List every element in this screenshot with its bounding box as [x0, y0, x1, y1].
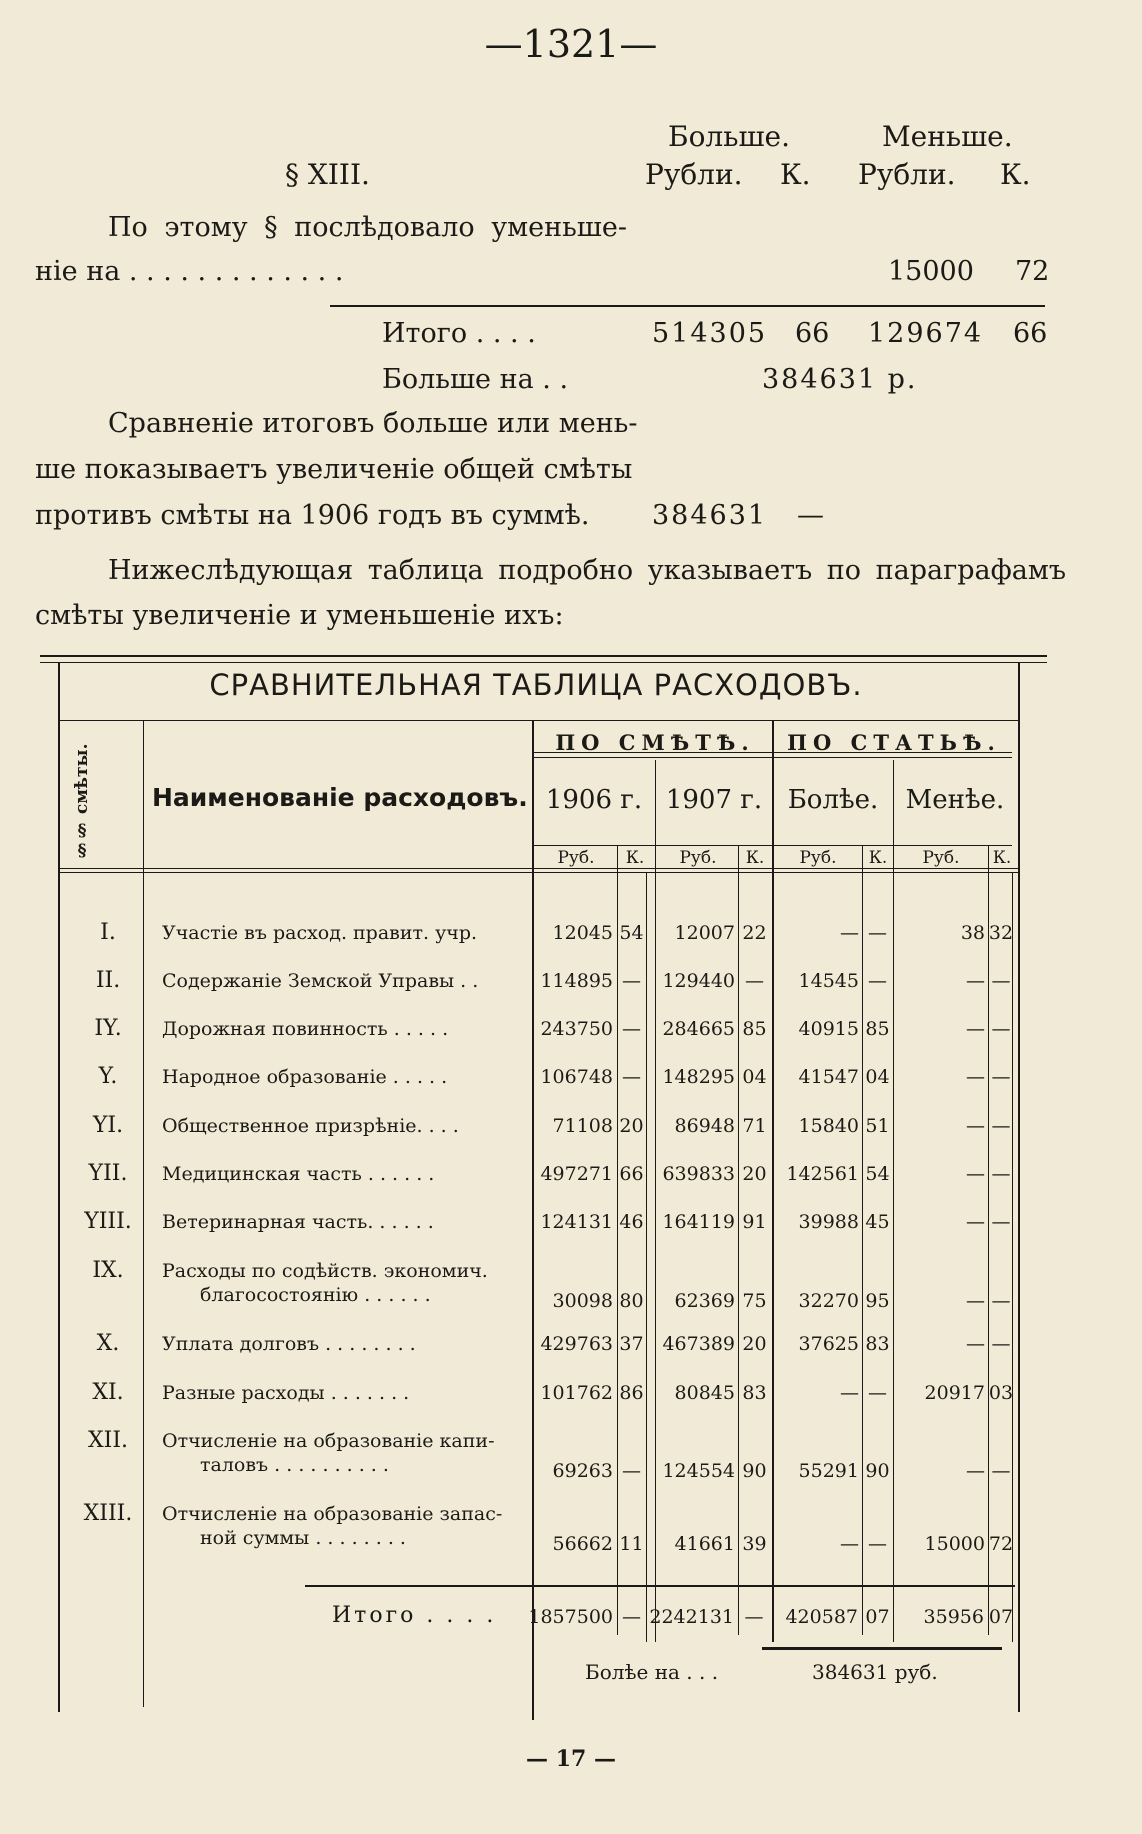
row-paragraph: XII. — [87, 1428, 129, 1453]
row-1906-kop: 86 — [619, 1382, 644, 1404]
row-1907-rub: 164119 — [662, 1211, 735, 1233]
row-more-rub: 37625 — [798, 1333, 859, 1355]
row-1906-kop: 20 — [619, 1115, 644, 1137]
row-1906-kop: — — [622, 1460, 641, 1482]
row-more-kop: 54 — [865, 1163, 890, 1185]
row-less-kop: — — [991, 1211, 1011, 1233]
row-less-kop: — — [991, 970, 1011, 992]
column-paragraph-heading: §§ смѣты. — [72, 743, 92, 860]
row-more-rub: 32270 — [798, 1290, 859, 1312]
row-paragraph: IY. — [94, 1016, 122, 1041]
row-name-line: Общественное призрѣніе. . . . — [162, 1115, 459, 1137]
row-1907-kop: 85 — [742, 1018, 767, 1040]
row-name-line: Народное образованіе . . . . . — [162, 1066, 448, 1088]
row-more-rub: 40915 — [798, 1018, 859, 1040]
row-1906-rub: 106748 — [540, 1066, 613, 1088]
row-1907-kop: 22 — [742, 922, 767, 944]
row-paragraph: Y. — [98, 1064, 118, 1089]
row-1907-kop: 75 — [742, 1290, 767, 1312]
column-1907-heading: 1907 г. — [665, 785, 763, 815]
row-1907-rub: 148295 — [662, 1066, 735, 1088]
table-total-1907-kop: — — [744, 1606, 764, 1628]
paragraph1-value: 384631 — [652, 500, 768, 531]
row-less-kop: — — [991, 1018, 1011, 1040]
row-name-line: Участіе въ расход. правит. учр. — [162, 922, 478, 944]
total-less-rub: 129674 — [868, 318, 984, 349]
row-more-rub: — — [840, 922, 859, 944]
row-1907-rub: 284665 — [662, 1018, 735, 1040]
row-1907-kop: 83 — [742, 1382, 767, 1404]
unit-kop-less: К. — [992, 848, 1012, 868]
row-paragraph: X. — [96, 1331, 120, 1356]
row-1907-kop: 71 — [742, 1115, 767, 1137]
row-more-kop: 04 — [865, 1066, 890, 1088]
table-total-label: Итого . . . . — [332, 1603, 497, 1628]
row-1906-kop: 54 — [619, 922, 644, 944]
row-less-kop: — — [991, 1290, 1011, 1312]
decrease-kop: 72 — [1015, 256, 1050, 287]
table-more-by-value: 384631 руб. — [812, 1660, 938, 1684]
column-more-heading: Больше. — [668, 120, 790, 153]
section-title: § XIII. — [285, 158, 370, 191]
row-1906-rub: 114895 — [540, 970, 613, 992]
row-1907-rub: 41661 — [674, 1533, 735, 1555]
row-less-kop: 03 — [988, 1382, 1014, 1404]
row-name-line: Содержаніе Земской Управы . . — [162, 970, 479, 992]
total-rule — [330, 305, 1045, 307]
table-total-less-kop: 07 — [988, 1606, 1014, 1628]
row-1907-rub: 12007 — [674, 922, 735, 944]
paragraph2-line1: Нижеслѣдующая таблица подробно указываетъ по параграфамъ — [108, 555, 1067, 586]
row-more-kop: — — [868, 1382, 887, 1404]
table-total-less-rub: 35956 — [923, 1606, 984, 1628]
row-1906-kop: 37 — [619, 1333, 644, 1355]
column-1906-heading: 1906 г. — [545, 785, 643, 815]
paragraph2-line2: смѣты увеличеніе и уменьшеніе ихъ: — [35, 600, 564, 631]
unit-rub-1906: Руб. — [557, 848, 595, 868]
row-more-rub: 142561 — [786, 1163, 859, 1185]
row-1906-rub: 12045 — [552, 922, 613, 944]
row-less-rub: — — [966, 970, 985, 992]
row-1907-kop: 20 — [742, 1333, 767, 1355]
row-1907-rub: 639833 — [662, 1163, 735, 1185]
row-1907-kop: 20 — [742, 1163, 767, 1185]
row-paragraph: XI. — [92, 1380, 124, 1405]
total-label: Итого . . . . — [382, 318, 536, 349]
row-name-line: Медицинская часть . . . . . . — [162, 1163, 435, 1185]
row-1906-kop: — — [622, 970, 641, 992]
table-total-1906-rub: 1857500 — [528, 1606, 613, 1628]
row-more-kop: 45 — [865, 1211, 890, 1233]
row-more-rub: 14545 — [798, 970, 859, 992]
unit-rub-less: Руб. — [922, 848, 960, 868]
row-1907-rub: 124554 — [662, 1460, 735, 1482]
row-less-kop: — — [991, 1460, 1011, 1482]
row-paragraph: XIII. — [83, 1501, 133, 1526]
row-1906-rub: 497271 — [540, 1163, 613, 1185]
row-name-line: Уплата долговъ . . . . . . . . — [162, 1333, 416, 1355]
row-name-line: Ветеринарная часть. . . . . . — [162, 1211, 434, 1233]
column-name-heading: Наименованіе расходовъ. — [152, 783, 528, 812]
group-estimate-heading: ПО СМѢТѢ. — [555, 730, 755, 755]
row-more-kop: — — [868, 1533, 887, 1555]
total-less-kop: 66 — [1013, 318, 1048, 349]
column-less-rub: Рубли. — [858, 158, 956, 191]
unit-kop-more: К. — [868, 848, 888, 868]
row-name-line: ной суммы . . . . . . . . — [200, 1527, 406, 1549]
row-1907-kop: — — [745, 970, 764, 992]
row-less-rub: — — [966, 1460, 985, 1482]
row-1906-rub: 124131 — [540, 1211, 613, 1233]
decrease-rub: 15000 — [888, 256, 974, 287]
row-1906-rub: 56662 — [552, 1533, 613, 1555]
paragraph1-line1: Сравненіе итоговъ больше или мень- — [108, 408, 638, 439]
row-1906-rub: 429763 — [540, 1333, 613, 1355]
table-total-more-rub: 420587 — [785, 1606, 858, 1628]
row-less-kop: — — [991, 1115, 1011, 1137]
decrease-text-line1: По этому § послѣдовало уменьше- — [108, 212, 627, 243]
row-less-rub: — — [966, 1333, 985, 1355]
column-more-rub: Рубли. — [645, 158, 743, 191]
row-more-kop: 85 — [865, 1018, 890, 1040]
row-1907-rub: 129440 — [662, 970, 735, 992]
column-more-kop: К. — [780, 158, 811, 191]
row-less-kop: — — [991, 1333, 1011, 1355]
row-less-kop: — — [991, 1066, 1011, 1088]
group-article-heading: ПО СТАТЬѢ. — [787, 730, 1001, 755]
row-1907-rub: 80845 — [674, 1382, 735, 1404]
more-by-label: Больше на . . — [382, 364, 569, 395]
table-total-more-kop: 07 — [865, 1606, 890, 1628]
row-less-rub: — — [966, 1066, 985, 1088]
total-more-rub: 514305 — [652, 318, 768, 349]
row-1906-kop: — — [622, 1066, 641, 1088]
column-more-heading-table: Болѣе. — [787, 785, 879, 815]
column-less-heading: Меньше. — [882, 120, 1013, 153]
row-more-rub: 39988 — [798, 1211, 859, 1233]
row-name-line: Разные расходы . . . . . . . — [162, 1382, 410, 1404]
row-more-kop: 90 — [865, 1460, 890, 1482]
row-1907-kop: 90 — [742, 1460, 767, 1482]
row-1907-kop: 39 — [742, 1533, 767, 1555]
row-1906-rub: 30098 — [552, 1290, 613, 1312]
row-less-rub: 15000 — [924, 1533, 985, 1555]
total-more-kop: 66 — [795, 318, 830, 349]
paragraph1-dash: — — [797, 500, 824, 531]
row-more-kop: — — [868, 922, 887, 944]
row-name-line: Отчисленіе на образованіе запас- — [162, 1503, 503, 1525]
row-less-rub: — — [966, 1211, 985, 1233]
row-1907-rub: 62369 — [674, 1290, 735, 1312]
row-paragraph: I. — [100, 920, 116, 945]
table-title: СРАВНИТЕЛЬНАЯ ТАБЛИЦА РАСХОДОВЪ. — [209, 668, 863, 702]
row-less-rub: 20917 — [924, 1382, 985, 1404]
row-1906-kop: 11 — [619, 1533, 644, 1555]
row-1907-rub: 86948 — [674, 1115, 735, 1137]
unit-rub-1907: Руб. — [679, 848, 717, 868]
row-more-rub: 15840 — [798, 1115, 859, 1137]
row-more-kop: 51 — [865, 1115, 890, 1137]
table-more-by-label: Болѣе на . . . — [585, 1660, 719, 1684]
unit-rub-more: Руб. — [799, 848, 837, 868]
row-less-kop: — — [991, 1163, 1011, 1185]
row-less-rub: 38 — [960, 922, 985, 944]
row-1906-kop: 66 — [619, 1163, 644, 1185]
row-name-line: Расходы по содѣйств. экономич. — [162, 1260, 488, 1282]
table-total-1907-rub: 2242131 — [649, 1606, 734, 1628]
row-1906-rub: 71108 — [552, 1115, 613, 1137]
unit-kop-1907: К. — [745, 848, 765, 868]
row-less-rub: — — [966, 1115, 985, 1137]
row-less-rub: — — [966, 1163, 985, 1185]
table-total-1906-kop: — — [622, 1606, 641, 1628]
row-less-kop: 32 — [988, 922, 1014, 944]
paragraph1-line2: ше показываетъ увеличеніе общей смѣты — [35, 454, 633, 485]
more-by-value: 384631 р. — [762, 364, 918, 395]
footer-page-number: — 17 — — [526, 1746, 616, 1772]
decrease-text-line2: ніе на . . . . . . . . . . . . . — [35, 256, 344, 287]
column-less-heading-table: Менѣе. — [905, 785, 1005, 815]
row-more-rub: — — [840, 1382, 859, 1404]
row-more-kop: 95 — [865, 1290, 890, 1312]
row-1907-rub: 467389 — [662, 1333, 735, 1355]
row-1906-rub: 243750 — [540, 1018, 613, 1040]
row-1906-kop: — — [622, 1018, 641, 1040]
row-more-kop: — — [868, 970, 887, 992]
row-more-rub: 55291 — [798, 1460, 859, 1482]
row-1906-kop: 46 — [619, 1211, 644, 1233]
row-name-line: Дорожная повинность . . . . . — [162, 1018, 449, 1040]
row-more-rub: 41547 — [798, 1066, 859, 1088]
column-less-kop: К. — [1000, 158, 1031, 191]
row-less-rub: — — [966, 1018, 985, 1040]
row-1907-kop: 04 — [742, 1066, 767, 1088]
row-1907-kop: 91 — [742, 1211, 767, 1233]
row-paragraph: YII. — [88, 1161, 128, 1186]
row-1906-rub: 101762 — [540, 1382, 613, 1404]
row-more-rub: — — [840, 1533, 859, 1555]
paragraph1-line3: противъ смѣты на 1906 годъ въ суммѣ. — [35, 500, 590, 531]
row-paragraph: II. — [95, 968, 121, 993]
row-name-line: Отчисленіе на образованіе капи- — [162, 1430, 495, 1452]
row-less-rub: — — [966, 1290, 985, 1312]
page-number: —1321— — [484, 22, 658, 66]
row-name-line: благосостоянію . . . . . . — [200, 1284, 431, 1306]
row-name-line: таловъ . . . . . . . . . . — [200, 1454, 389, 1476]
row-1906-kop: 80 — [619, 1290, 644, 1312]
row-less-kop: 72 — [988, 1533, 1014, 1555]
row-1906-rub: 69263 — [552, 1460, 613, 1482]
row-paragraph: YIII. — [84, 1209, 132, 1234]
row-paragraph: IX. — [92, 1258, 124, 1283]
row-paragraph: YI. — [92, 1113, 124, 1138]
unit-kop-1906: К. — [625, 848, 645, 868]
row-more-kop: 83 — [865, 1333, 890, 1355]
